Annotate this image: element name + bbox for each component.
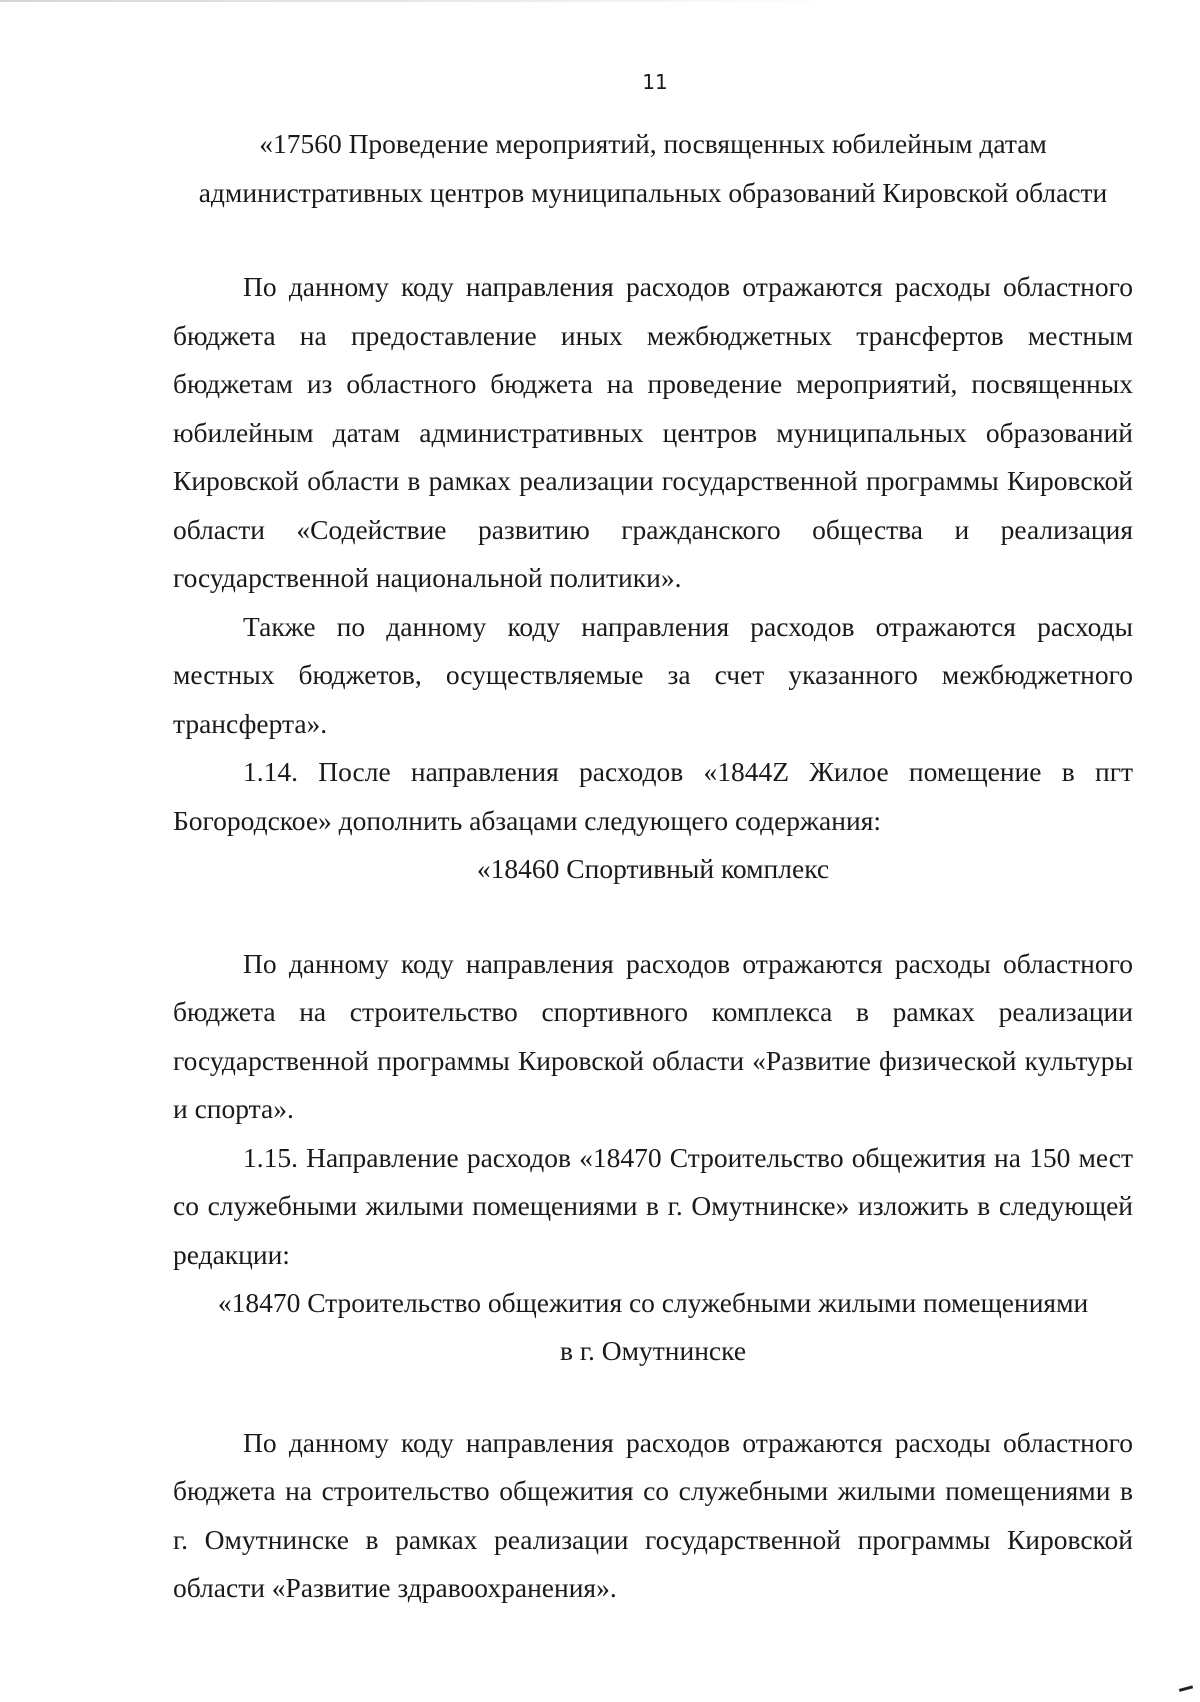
section-heading-17560-line2: административных центров муниципальных образований Кировской области [198,176,1108,208]
section-heading-18470-line1: «18470 Строительство общежития со служебными жилыми помещениями [217,1287,1089,1318]
page-number: 11 [642,70,668,94]
section-heading-17560-line1: «17560 Проведение мероприятий, посвященных юбилейным датам [259,128,1047,159]
paragraph-item-1-14: 1.14. После направления расходов «1844Z Жилое помещение в пгт Богородское» дополнить абзацами следующего содержания: [173,756,1133,836]
section-heading-18460: «18460 Спортивный комплекс [476,853,830,884]
paragraph-18460-description: По данному коду направления расходов отражаются расходы областного бюджета на строительство спортивного комплекса в рамках реализации государственной программы Кировской области «Развитие физической культуры и спорта». [173,947,1133,1124]
section-heading-18470-line2: в г. Омутнинске [559,1334,747,1366]
paragraph-17560-description: По данному коду направления расходов отражаются расходы областного бюджета на предоставление иных межбюджетных трансфертов местным бюджетам из областного бюджета на проведение мероприятий, посвященных юбилейным датам административных центров муниципальных образований Кировской области в рамках реализации государственной программы Кировской области «Содействие развитию гражданского общества и реализация государственной национальной политики». [173,271,1133,593]
corner-scan-mark [1179,1685,1195,1699]
paragraph-item-1-15: 1.15. Направление расходов «18470 Строительство общежития на 150 мест со служебными жилыми помещениями в г. Омутнинске» изложить в следующей редакции: [173,1141,1133,1270]
paragraph-17560-local-budgets: Также по данному коду направления расходов отражаются расходы местных бюджетов, осуществляемые за счет указанного межбюджетного трансферта». [173,610,1133,739]
scan-artifact-line [0,0,840,2]
paragraph-18470-description: По данному коду направления расходов отражаются расходы областного бюджета на строительство общежития со служебными жилыми помещениями в г. Омутнинске в рамках реализации государственной программы Кировской области «Развитие здравоохранения». [173,1426,1133,1603]
document-body [173,120,1133,1613]
